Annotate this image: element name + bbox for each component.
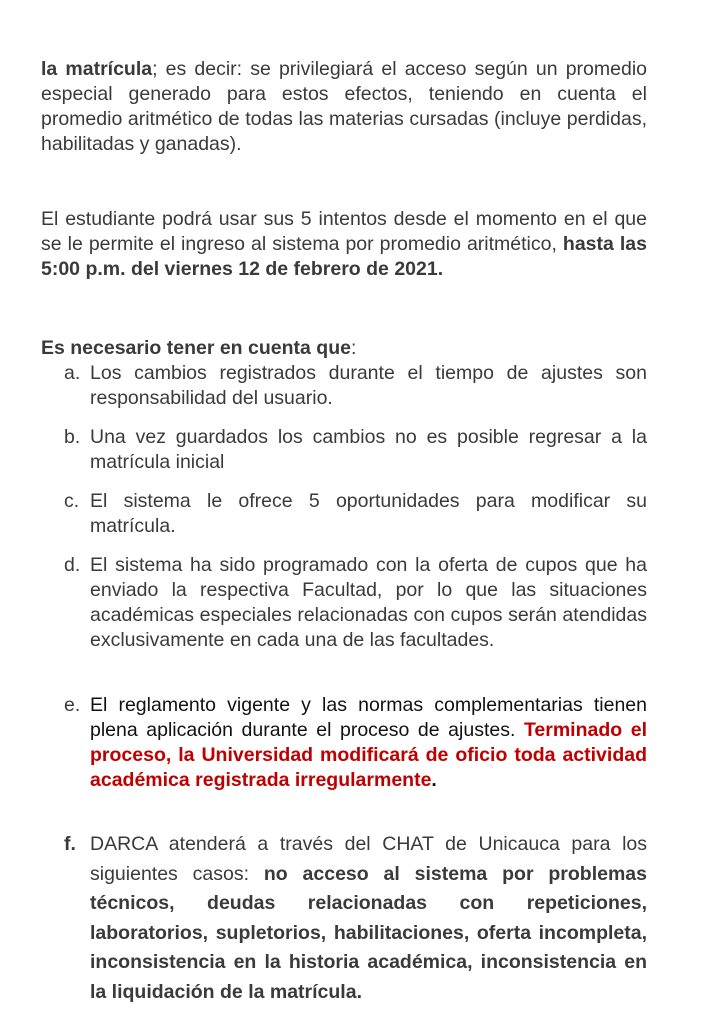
list-marker: d. bbox=[64, 554, 81, 576]
list-item-text bbox=[90, 830, 647, 1007]
bold-lead: la matrícula bbox=[41, 58, 153, 80]
list-item-text: El sistema ha sido programado con la oferta de cupos que ha enviado la respectiva Facultad, por lo que las situaciones académicas especiales relacionadas con cupos serán atendidas exclusivamente en cada una de las facultades. bbox=[90, 554, 647, 651]
list-item-text bbox=[90, 693, 647, 793]
list-item-f bbox=[64, 830, 647, 1007]
warning-text: Terminado el proceso, la Universidad modificará de oficio toda actividad académica registrada irregularmente bbox=[90, 719, 647, 791]
section-heading bbox=[41, 336, 647, 361]
list-item-d bbox=[64, 553, 647, 653]
list-marker: c. bbox=[64, 490, 80, 512]
list-marker: a. bbox=[64, 362, 81, 384]
paragraph-text: ; es decir: se privilegiará el acceso según un promedio especial generado para estos efectos, teniendo en cuenta el promedio aritmético de todas las materias cursadas (incluye perdidas, habilitadas y ganadas). bbox=[41, 58, 647, 155]
list-item-e bbox=[64, 693, 647, 793]
warning-tail: . bbox=[431, 769, 437, 791]
list-marker: f. bbox=[64, 833, 76, 855]
list-item-text: El sistema le ofrece 5 oportunidades para modificar su matrícula. bbox=[90, 490, 647, 537]
paragraph-intentos bbox=[41, 207, 647, 282]
regulation-text: El reglamento vigente y las normas complementarias tienen plena aplicación durante el proceso de ajustes. bbox=[90, 694, 647, 741]
list-marker: e. bbox=[64, 694, 81, 716]
deadline-bold: hasta las 5:00 p.m. del viernes 12 de febrero de 2021. bbox=[41, 233, 647, 280]
heading-tail: : bbox=[350, 337, 357, 359]
cases-bold: no acceso al sistema por problemas técnicos, deudas relacionadas con repeticiones, laboratorios, supletorios, habilitaciones, oferta incompleta, inconsistencia en la historia académica, inconsistencia en la liquidación de la matrícula. bbox=[90, 862, 647, 1003]
list-item-c bbox=[64, 489, 647, 539]
list-item-text: Los cambios registrados durante el tiempo de ajustes son responsabilidad del usuario. bbox=[90, 362, 647, 409]
list-marker: b. bbox=[64, 426, 81, 448]
list-item-b bbox=[64, 425, 647, 475]
list-item-a bbox=[64, 361, 647, 411]
list-item-text: Una vez guardados los cambios no es posible regresar a la matrícula inicial bbox=[90, 426, 647, 473]
paragraph-promedio bbox=[41, 57, 647, 157]
heading-bold: Es necesario tener en cuenta que bbox=[41, 337, 351, 359]
paragraph-text: El estudiante podrá usar sus 5 intentos desde el momento en el que se le permite el ingreso al sistema por promedio aritmético, bbox=[41, 208, 647, 255]
chat-text: DARCA atenderá a través del CHAT de Unicauca para los siguientes casos: bbox=[90, 833, 647, 885]
